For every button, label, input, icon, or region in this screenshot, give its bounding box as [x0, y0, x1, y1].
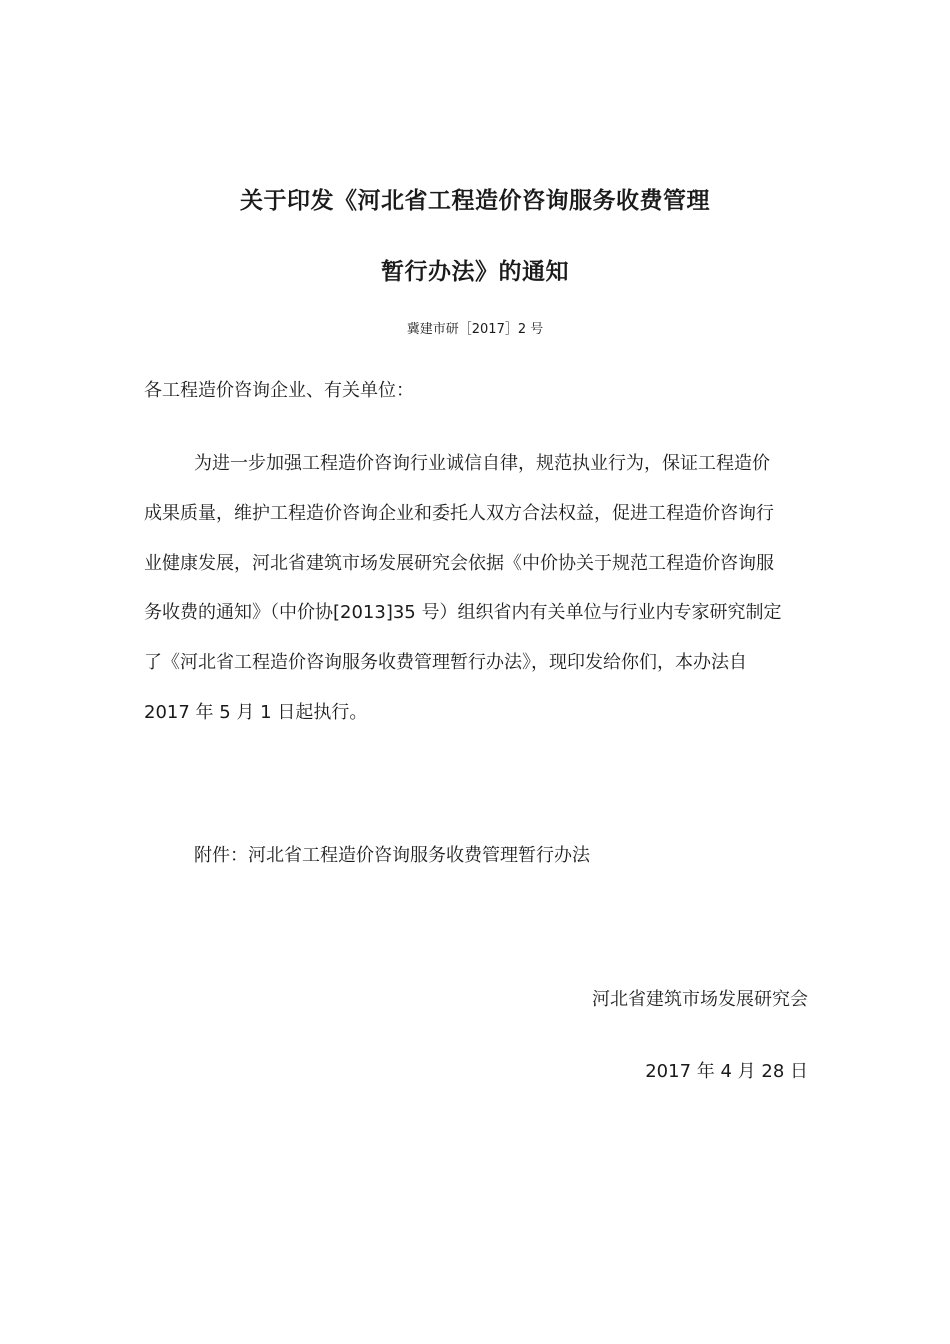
body-line: 成果质量，维护工程造价咨询企业和委托人双方合法权益，促进工程造价咨询行	[144, 503, 774, 524]
signature-organization: 河北省建筑市场发展研究会	[592, 989, 808, 1010]
signature-date: 2017 年 4 月 28 日	[645, 1061, 808, 1082]
body-line: 为进一步加强工程造价咨询行业诚信自律，规范执业行为，保证工程造价	[194, 453, 770, 474]
document-number: 冀建市研［2017］2 号	[406, 322, 544, 337]
body-line: 务收费的通知》（中价协[2013]35 号）组织省内有关单位与行业内专家研究制定	[144, 602, 782, 623]
body-line: 业健康发展，河北省建筑市场发展研究会依据《中价协关于规范工程造价咨询服	[144, 553, 774, 574]
document-title-line-1: 关于印发《河北省工程造价咨询服务收费管理	[240, 188, 710, 214]
attachment-note: 附件：河北省工程造价咨询服务收费管理暂行办法	[194, 845, 590, 866]
document-title-line-2: 暂行办法》的通知	[381, 259, 569, 285]
body-line: 了《河北省工程造价咨询服务收费管理暂行办法》，现印发给你们，本办法自	[144, 652, 747, 673]
salutation: 各工程造价咨询企业、有关单位：	[144, 380, 414, 401]
body-line: 2017 年 5 月 1 日起执行。	[144, 702, 368, 723]
